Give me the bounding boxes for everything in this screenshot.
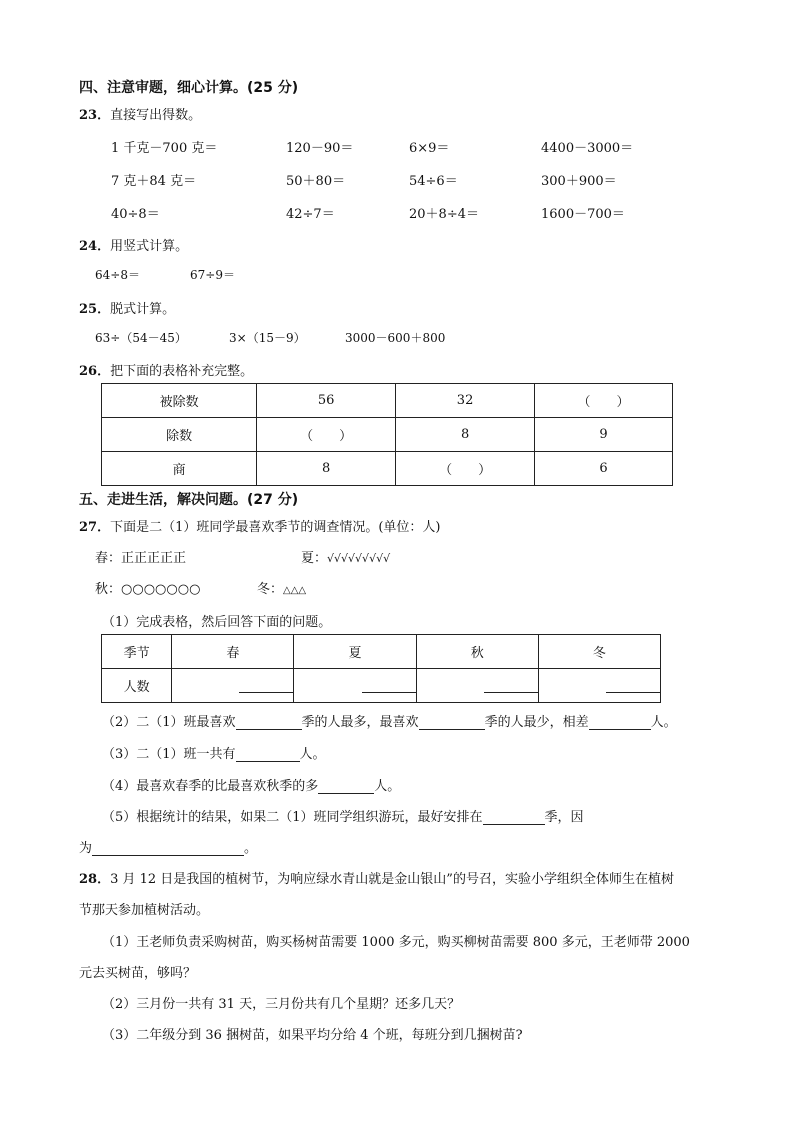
table-header-cell: 夏 <box>294 635 416 669</box>
q25-number: 25． <box>79 302 111 317</box>
table-cell[interactable]: （ ） <box>396 452 535 486</box>
q24-number: 24． <box>79 239 111 254</box>
spring-marks: 正正正正正 <box>121 551 187 566</box>
q27-sub4 <box>102 775 400 794</box>
q26-text: 把下面的表格补充完整。 <box>110 364 254 379</box>
answer-blank[interactable] <box>484 678 538 693</box>
q27-text: 下面是二（1）班同学最喜欢季节的调查情况。(单位：人) <box>110 520 441 535</box>
q24-text: 用竖式计算。 <box>110 239 189 254</box>
q25-item: 3×（15－9） <box>229 331 306 345</box>
answer-cell-spring[interactable] <box>172 669 294 703</box>
autumn-label: 秋： <box>95 582 122 597</box>
q28-sub1: （1）王老师负责采购树苗，购买杨树苗需要 1000 多元，购买柳树苗需要 800 多元，王老师带 2000 <box>102 935 690 950</box>
q23-number: 23． <box>79 108 111 123</box>
q23-item: 7 克＋84 克＝ <box>111 174 197 189</box>
q23-item: 54÷6＝ <box>409 174 458 189</box>
table-header-cell: 春 <box>172 635 294 669</box>
autumn-tally <box>95 578 200 597</box>
q25-item: 63÷（54－45） <box>95 331 187 345</box>
q23-item: 42÷7＝ <box>286 207 335 222</box>
q26-number: 26． <box>79 364 111 379</box>
q23-item: 6×9＝ <box>409 141 450 156</box>
table-cell: 被除数 <box>102 384 257 418</box>
table-cell[interactable]: （ ） <box>535 384 673 418</box>
table-header-cell: 冬 <box>538 635 660 669</box>
q27-number: 27． <box>79 520 111 535</box>
sub5-text-b: 季，因 <box>544 810 584 825</box>
q27-sub5 <box>102 806 584 825</box>
q26-prompt <box>79 360 253 379</box>
sub2-text-b: 季的人最多，最喜欢 <box>301 715 419 730</box>
sub4-text-b: 人。 <box>374 779 401 794</box>
sub5-text-a: （5）根据统计的结果，如果二（1）班同学组织游玩，最好安排在 <box>102 810 483 825</box>
q24-item: 64÷8＝ <box>95 268 140 282</box>
sub4-text-a: （4）最喜欢春季的比最喜欢秋季的多 <box>102 779 319 794</box>
table-cell: 8 <box>396 418 535 452</box>
q23-item: 120－90＝ <box>286 141 354 156</box>
summer-label: 夏： <box>301 551 328 566</box>
q27-sub5-cont <box>79 837 257 856</box>
q23-prompt <box>79 104 201 123</box>
q24-prompt <box>79 235 188 254</box>
winter-marks: △△△ <box>283 585 307 596</box>
summer-tally <box>301 547 390 566</box>
q23-item: 20＋8÷4＝ <box>409 207 479 222</box>
sub2-text-d: 人。 <box>650 715 677 730</box>
answer-blank[interactable] <box>236 715 302 730</box>
q23-item: 1 千克－700 克＝ <box>111 141 218 156</box>
answer-blank[interactable] <box>606 678 660 693</box>
answer-blank[interactable] <box>483 810 545 825</box>
q27-sub3 <box>102 743 326 762</box>
q28-prompt <box>79 868 674 887</box>
autumn-marks: ○○○○○○○ <box>121 582 201 597</box>
q25-text: 脱式计算。 <box>110 302 176 317</box>
q28-text-cont: 节那天参加植树活动。 <box>79 903 210 918</box>
q28-sub2: （2）三月份一共有 31 天，三月份共有几个星期？还多几天？ <box>102 997 461 1012</box>
q23-item: 1600－700＝ <box>541 207 625 222</box>
sub3-text-a: （3）二（1）班一共有 <box>102 747 236 762</box>
sub3-text-b: 人。 <box>299 747 326 762</box>
answer-blank[interactable] <box>92 841 244 856</box>
table-header-cell: 季节 <box>102 635 172 669</box>
answer-cell-winter[interactable] <box>538 669 660 703</box>
sub2-text-a: （2）二（1）班最喜欢 <box>102 715 236 730</box>
section-4-title: 四、注意审题，细心计算。(25 分) <box>79 80 299 96</box>
q23-item: 4400－3000＝ <box>541 141 634 156</box>
q27-sub2 <box>102 711 677 730</box>
answer-cell-autumn[interactable] <box>416 669 538 703</box>
q28-sub3: （3）二年级分到 36 捆树苗，如果平均分给 4 个班，每班分到几捆树苗? <box>102 1028 523 1043</box>
table-row-label: 人数 <box>102 669 172 703</box>
table-cell: 8 <box>257 452 396 486</box>
q28-text: 3 月 12 日是我国的植树节，为响应绿水青山就是金山银山”的号召，实验小学组织全体师生在植树 <box>110 872 674 887</box>
winter-tally <box>257 578 306 597</box>
summer-marks: √√√√√√√√√ <box>327 552 391 565</box>
table-cell: 56 <box>257 384 396 418</box>
table-cell: 9 <box>535 418 673 452</box>
q23-item: 50＋80＝ <box>286 174 346 189</box>
q28-sub1-cont: 元去买树苗，够吗？ <box>79 966 197 981</box>
table-cell: 32 <box>396 384 535 418</box>
winter-label: 冬： <box>257 582 284 597</box>
sub5-text-d: 。 <box>244 841 258 856</box>
sub5-text-c: 为 <box>79 841 93 856</box>
q23-text: 直接写出得数。 <box>110 108 202 123</box>
q23-item: 40÷8＝ <box>111 207 160 222</box>
table-cell[interactable]: （ ） <box>257 418 396 452</box>
answer-blank[interactable] <box>239 678 293 693</box>
q27-table <box>101 634 661 703</box>
q27-sub1: （1）完成表格，然后回答下面的问题。 <box>102 615 332 630</box>
q25-item: 3000－600＋800 <box>345 331 446 345</box>
q28-number: 28． <box>79 872 111 887</box>
sub2-text-c: 季的人最少，相差 <box>484 715 589 730</box>
spring-label: 春： <box>95 551 122 566</box>
table-header-cell: 秋 <box>416 635 538 669</box>
answer-blank[interactable] <box>318 779 374 794</box>
q26-table <box>101 383 673 486</box>
q25-prompt <box>79 298 175 317</box>
table-cell: 6 <box>535 452 673 486</box>
q27-prompt <box>79 516 441 535</box>
answer-blank[interactable] <box>419 715 485 730</box>
section-5-title: 五、走进生活，解决问题。(27 分) <box>79 492 299 508</box>
answer-blank[interactable] <box>589 715 651 730</box>
spring-tally <box>95 547 186 566</box>
table-cell: 商 <box>102 452 257 486</box>
q24-item: 67÷9＝ <box>190 268 235 282</box>
answer-blank[interactable] <box>362 678 416 693</box>
answer-blank[interactable] <box>236 747 300 762</box>
answer-cell-summer[interactable] <box>294 669 416 703</box>
q23-item: 300＋900＝ <box>541 174 617 189</box>
table-cell: 除数 <box>102 418 257 452</box>
